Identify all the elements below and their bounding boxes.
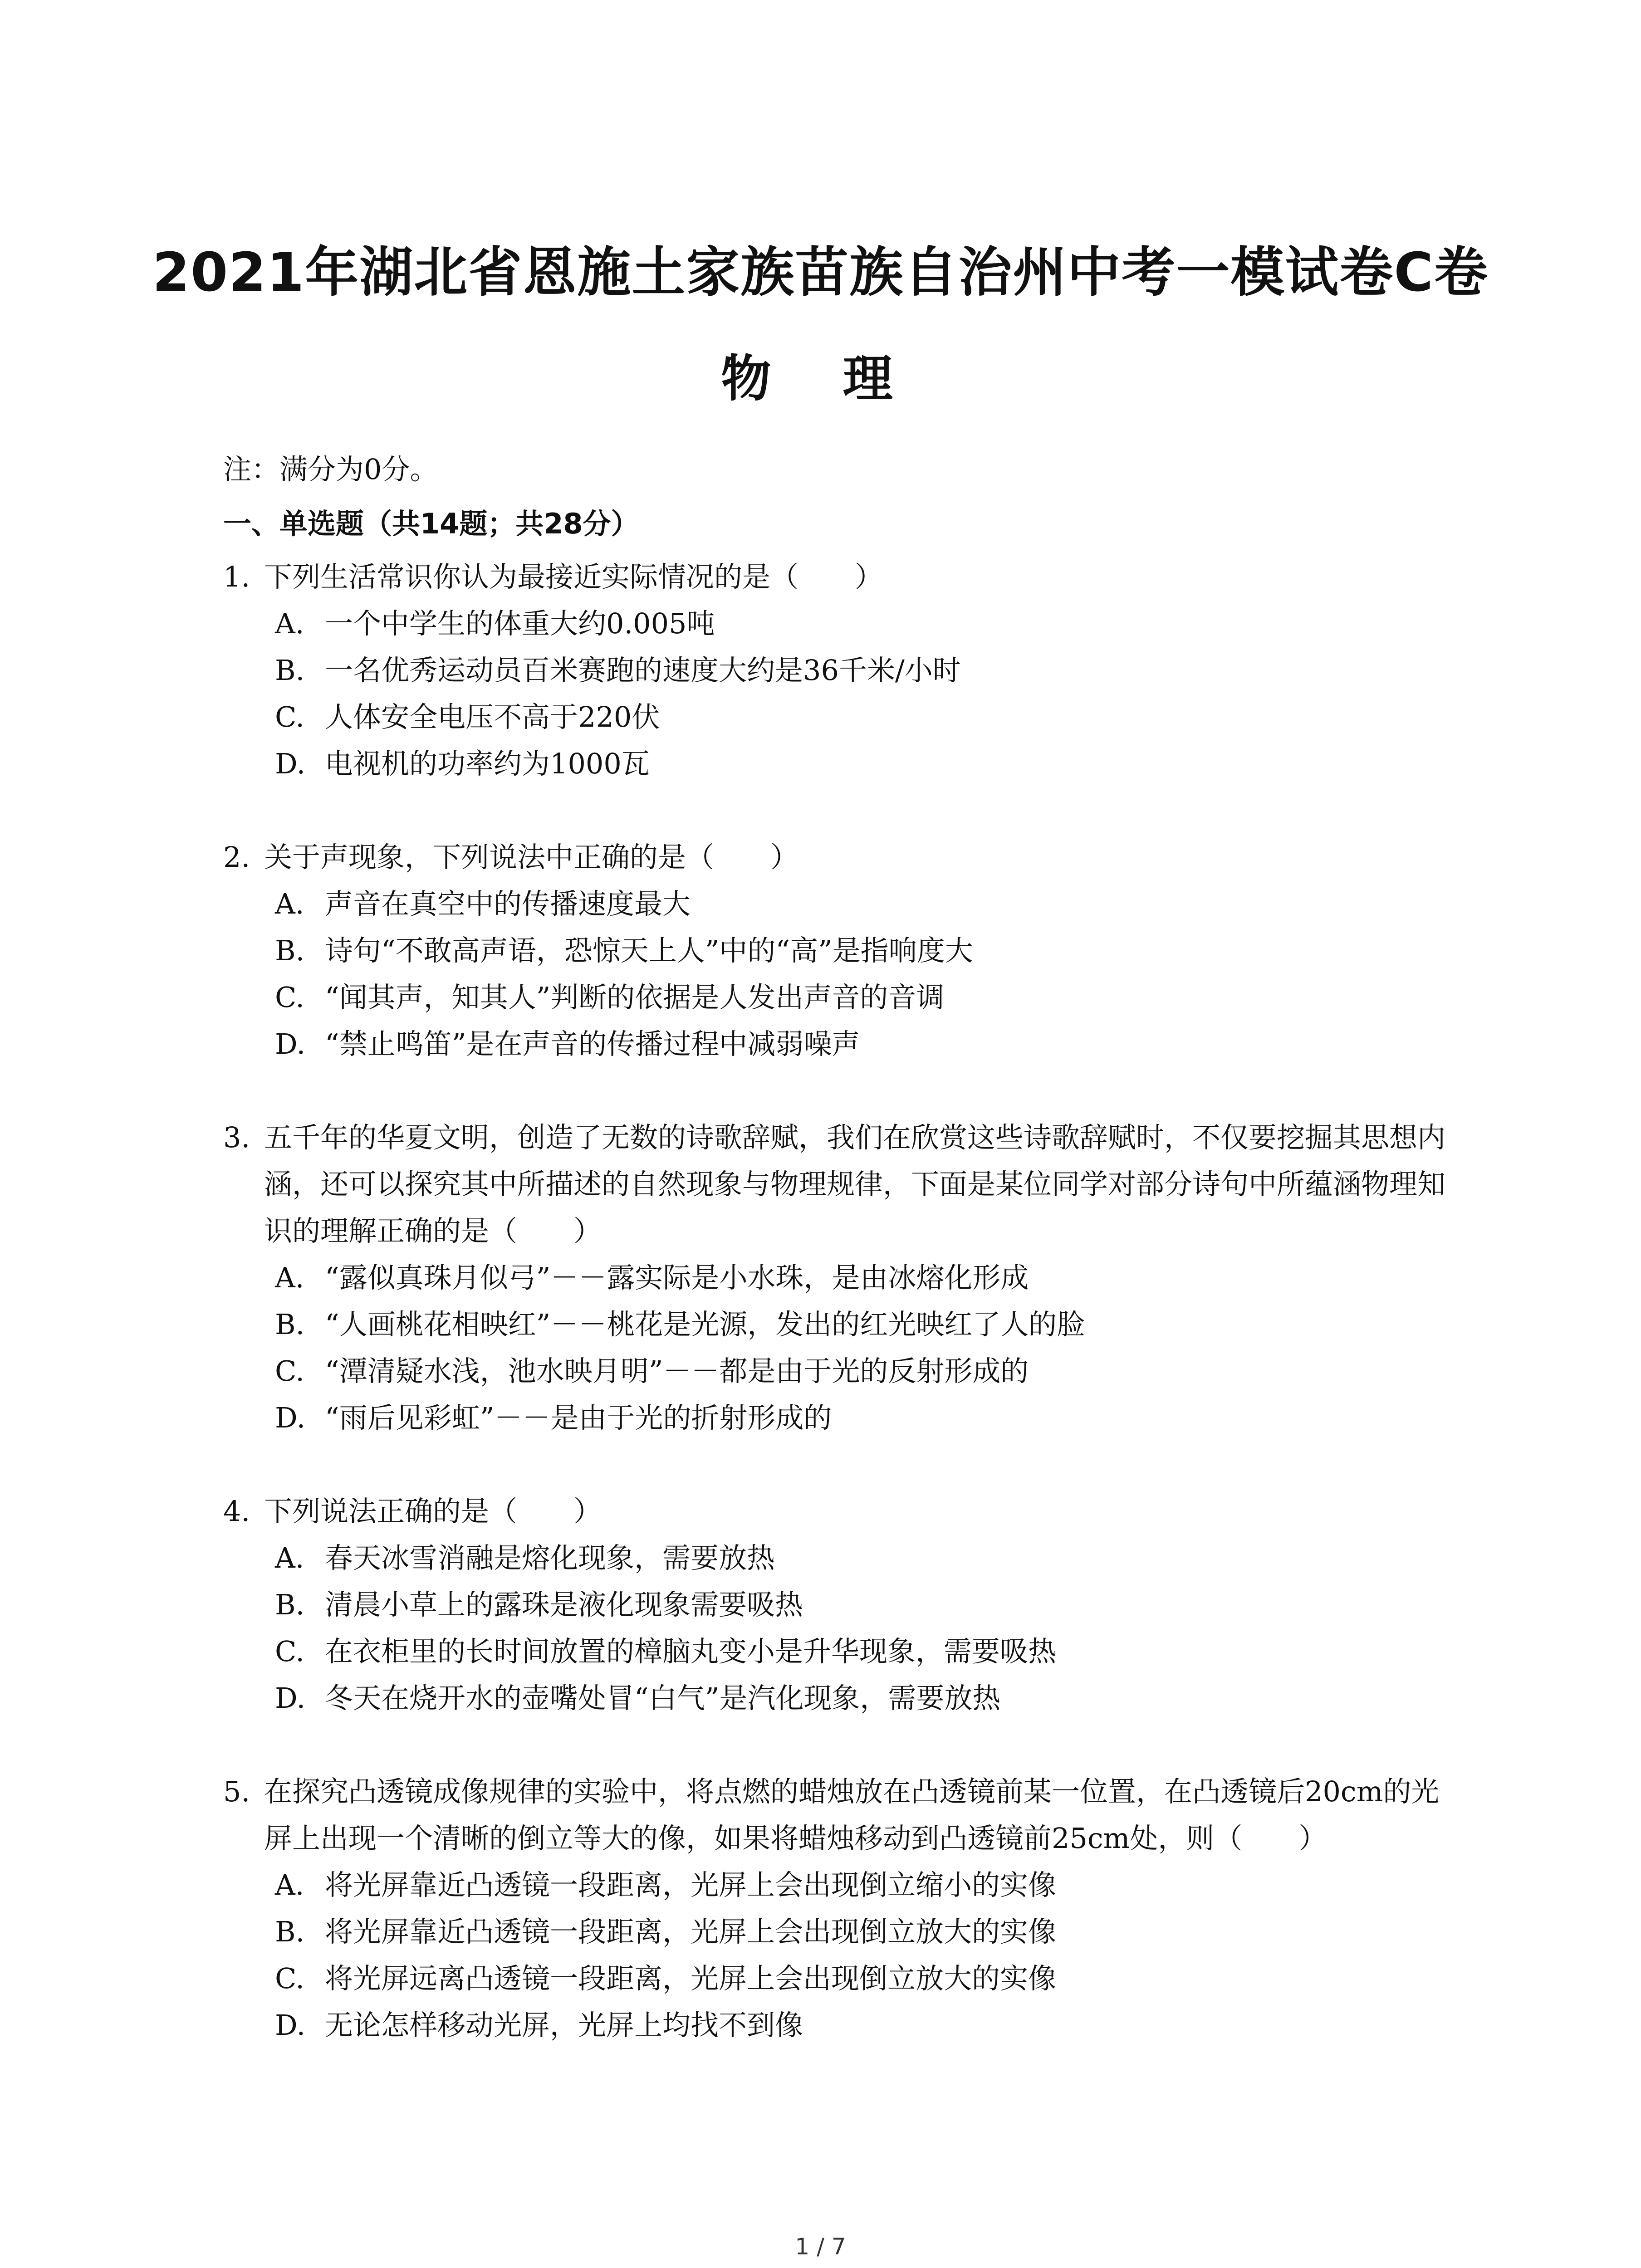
option-b [223,647,1448,694]
option-text: 春天冰雪消融是熔化现象，需要放热 [325,1541,775,1574]
option-letter: A. [275,887,304,920]
option-letter: B. [275,1308,305,1341]
score-note: 注：满分为0分。 [223,453,438,486]
option-d [223,740,1448,787]
option-text: 声音在真空中的传播速度最大 [325,887,691,920]
question-number: 5. [223,1775,250,1808]
question-number: 1. [223,560,250,593]
option-a [223,1535,1448,1581]
option-text: 将光屏靠近凸透镜一段距离，光屏上会出现倒立缩小的实像 [325,1868,1057,1901]
question-text: 下列生活常识你认为最接近实际情况的是（ ） [264,560,883,593]
option-letter: B. [275,654,305,687]
option-d [223,2002,1448,2048]
option-text: 清晨小草上的露珠是液化现象需要吸热 [325,1588,803,1621]
question-text: 五千年的华夏文明，创造了无数的诗歌辞赋，我们在欣赏这些诗歌辞赋时，不仅要挖掘其思想内涵，还可以探究其中所描述的自然现象与物理规律，下面是某位同学对部分诗句中所蕴涵物理知识的理解正确的是（ ） [264,1121,1446,1247]
option-text: “雨后见彩虹”－－是由于光的折射形成的 [325,1401,832,1434]
question-number: 2. [223,841,250,874]
option-text: “闻其声，知其人”判断的依据是人发出声音的音调 [325,981,945,1014]
option-c [223,1955,1448,2002]
question-list [223,553,1448,2095]
option-b [223,927,1448,974]
option-letter: B. [275,1588,305,1621]
option-c [223,974,1448,1021]
option-text: 在衣柜里的长时间放置的樟脑丸变小是升华现象，需要吸热 [325,1635,1057,1668]
page-number: 1 / 7 [795,2234,846,2260]
option-a [223,1862,1448,1908]
question-4 [223,1488,1448,1721]
question-2 [223,834,1448,1067]
option-letter: C. [275,1354,304,1388]
option-text: 一个中学生的体重大约0.005吨 [325,607,715,640]
option-text: 一名优秀运动员百米赛跑的速度大约是36千米/小时 [325,654,961,687]
option-b [223,1581,1448,1628]
option-letter: D. [275,1027,306,1061]
option-letter: B. [275,1915,305,1948]
option-letter: A. [275,1868,304,1901]
option-letter: C. [275,1962,304,1995]
question-3 [223,1114,1448,1441]
option-letter: C. [275,981,304,1014]
question-text: 下列说法正确的是（ ） [264,1495,602,1528]
question-number: 4. [223,1495,250,1528]
question-stem [223,1114,1448,1254]
question-text: 关于声现象，下列说法中正确的是（ ） [264,841,799,874]
option-a [223,600,1448,647]
option-d [223,1394,1448,1441]
option-d [223,1021,1448,1067]
option-text: 无论怎样移动光屏，光屏上均找不到像 [325,2009,803,2042]
option-text: “禁止鸣笛”是在声音的传播过程中减弱噪声 [325,1027,860,1061]
question-5 [223,1768,1448,2048]
question-1 [223,553,1448,787]
option-c [223,1628,1448,1675]
option-text: “人画桃花相映红”－－桃花是光源，发出的红光映红了人的脸 [325,1308,1085,1341]
option-d [223,1675,1448,1721]
question-stem [223,1768,1448,1862]
option-text: 将光屏靠近凸透镜一段距离，光屏上会出现倒立放大的实像 [325,1915,1057,1948]
question-stem [223,1488,1448,1535]
option-text: 诗句“不敢高声语，恐惊天上人”中的“高”是指响度大 [325,934,973,967]
option-text: “潭清疑水浅，池水映月明”－－都是由于光的反射形成的 [325,1354,1029,1388]
exam-title: 2021年湖北省恩施土家族苗族自治州中考一模试卷C卷 [152,241,1489,303]
option-c [223,694,1448,740]
subject-heading: 物 理 [721,350,920,408]
option-b [223,1908,1448,1955]
option-b [223,1301,1448,1348]
section-heading: 一、单选题（共14题；共28分） [223,507,639,540]
option-letter: A. [275,1541,304,1574]
question-stem [223,553,1448,600]
option-letter: C. [275,700,304,733]
option-c [223,1348,1448,1394]
option-letter: C. [275,1635,304,1668]
option-letter: A. [275,607,304,640]
option-text: “露似真珠月似弓”－－露实际是小水珠，是由冰熔化形成 [325,1261,1029,1294]
option-text: 人体安全电压不高于220伏 [325,700,660,733]
option-text: 电视机的功率约为1000瓦 [325,747,650,780]
option-letter: D. [275,747,306,780]
option-letter: D. [275,1401,306,1434]
option-a [223,880,1448,927]
option-a [223,1254,1448,1301]
option-letter: B. [275,934,305,967]
option-letter: D. [275,1681,306,1715]
option-letter: A. [275,1261,304,1294]
question-number: 3. [223,1121,250,1154]
question-text: 在探究凸透镜成像规律的实验中，将点燃的蜡烛放在凸透镜前某一位置，在凸透镜后20cm的光屏上出现一个清晰的倒立等大的像，如果将蜡烛移动到凸透镜前25cm处，则（ ） [264,1775,1440,1855]
option-text: 冬天在烧开水的壶嘴处冒“白气”是汽化现象，需要放热 [325,1681,1001,1715]
question-stem [223,834,1448,880]
option-text: 将光屏远离凸透镜一段距离，光屏上会出现倒立放大的实像 [325,1962,1057,1995]
option-letter: D. [275,2009,306,2042]
